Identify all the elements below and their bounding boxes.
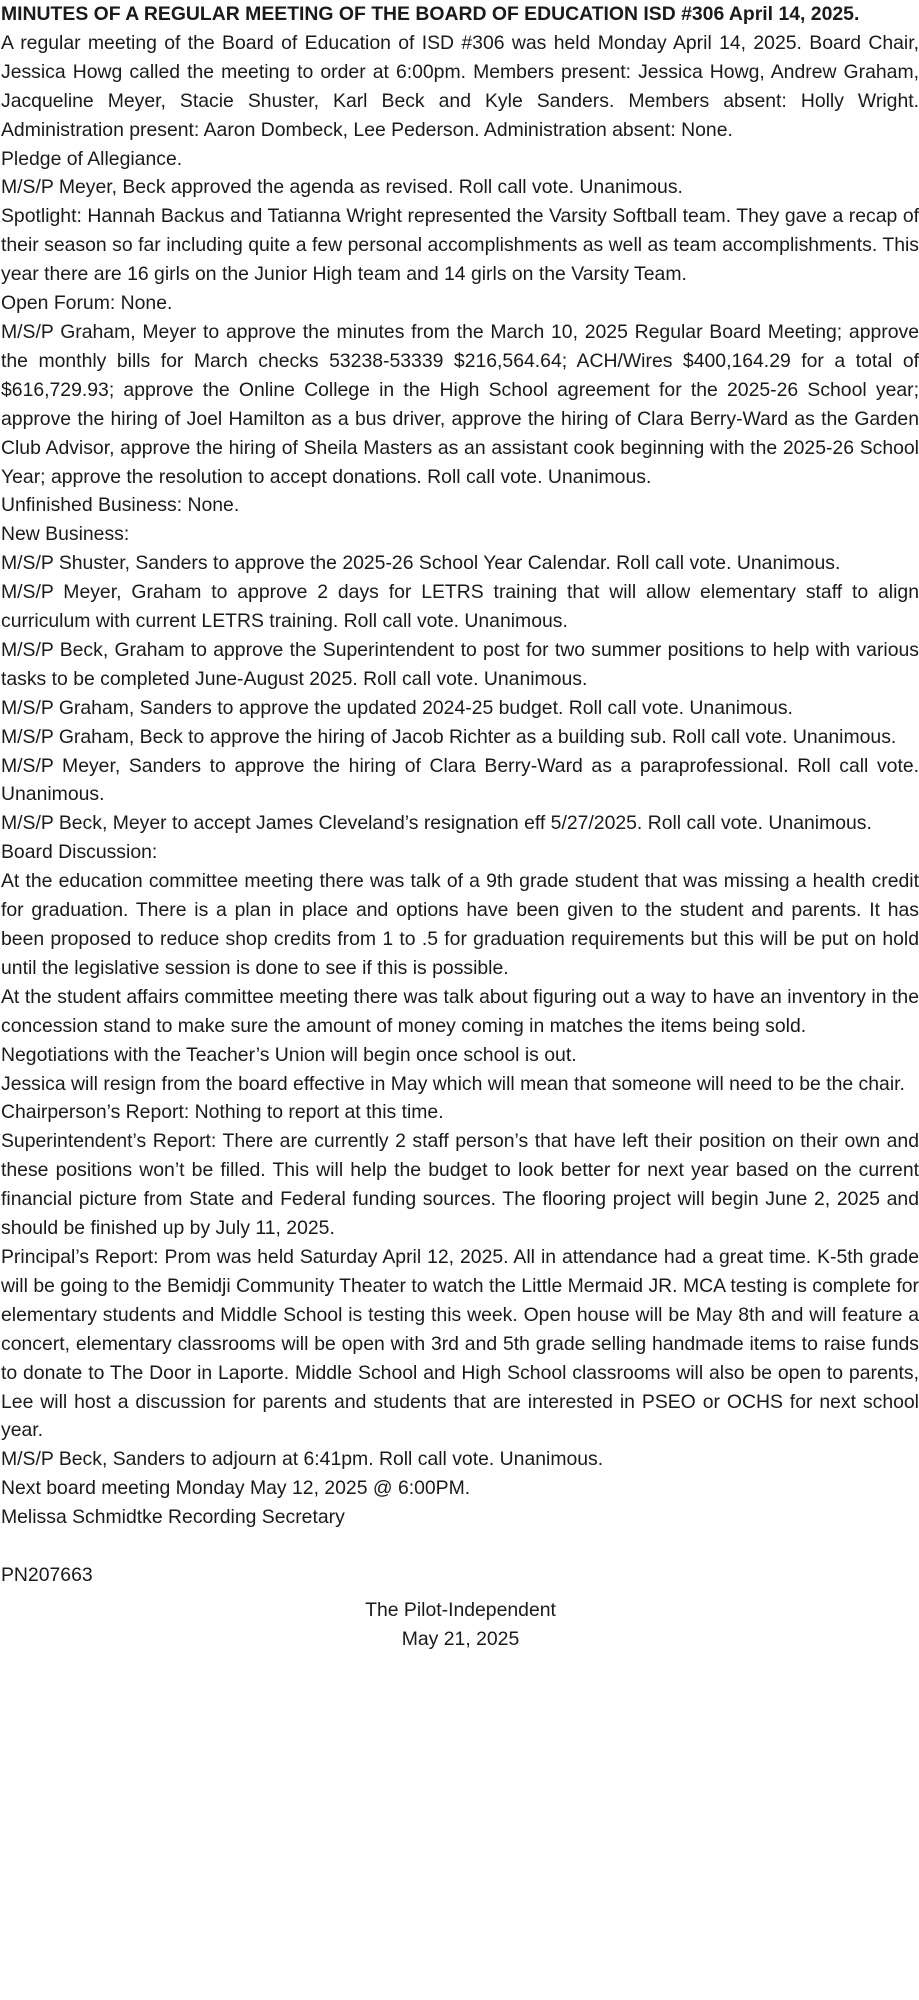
paragraph-education-committee: At the education committee meeting there was talk of a 9th grade student that was missing a health credit for graduation. There is a plan in place and options have been given to the student and parents. It has been proposed to reduce shop credits from 1 to .5 for graduation requirements but this will be put on hold until the legislative session is done to see if this is possible. xyxy=(1,870,919,979)
paragraph-recording-secretary: Melissa Schmidtke Recording Secretary xyxy=(1,1506,345,1529)
paragraph-chair-resignation: Jessica will resign from the board effective in May which will mean that someone will need to be the chair. xyxy=(1,1072,905,1095)
minutes-body xyxy=(1,29,919,1532)
publication-date: May 21, 2025 xyxy=(401,1627,520,1650)
paragraph-principal-report: Principal’s Report: Prom was held Saturday April 12, 2025. All in attendance had a great time. K-5th grade will be going to the Bemidji Community Theater to watch the Little Mermaid JR. MCA testing is complete for elementary students and Middle School is testing this week. Open house will be May 8th and will feature a concert, elementary classrooms will be open with 3rd and 5th grade selling handmade items to raise funds to donate to The Door in Laporte. Middle School and High School classrooms will also be open to parents, Lee will host a discussion for parents and students that are interested in PSEO or OCHS for next school year. xyxy=(1,1245,919,1442)
paragraph-calendar-motion: M/S/P Shuster, Sanders to approve the 2025-26 School Year Calendar. Roll call vote. Unanimous. xyxy=(1,552,841,575)
paragraph-letrs-motion: M/S/P Meyer, Graham to approve 2 days for LETRS training that will allow elementary staff to align curriculum with current LETRS training. Roll call vote. Unanimous. xyxy=(1,581,919,633)
notice-title: MINUTES OF A REGULAR MEETING OF THE BOARD OF EDUCATION ISD #306 April 14, 2025. xyxy=(1,3,860,25)
paragraph-open-forum: Open Forum: None. xyxy=(1,292,173,315)
paragraph-board-discussion-heading: Board Discussion: xyxy=(1,841,158,864)
paragraph-negotiations: Negotiations with the Teacher’s Union will begin once school is out. xyxy=(1,1043,577,1066)
paragraph-budget-motion: M/S/P Graham, Sanders to approve the updated 2024-25 budget. Roll call vote. Unanimous. xyxy=(1,696,793,719)
paragraph-new-business-heading: New Business: xyxy=(1,523,130,546)
spacer xyxy=(1,1532,919,1561)
paragraph-next-meeting: Next board meeting Monday May 12, 2025 @ 6:00PM. xyxy=(1,1477,471,1500)
paragraph-paraprofessional-motion: M/S/P Meyer, Sanders to approve the hiring of Clara Berry-Ward as a paraprofessional. Roll call vote. Unanimous. xyxy=(1,754,919,806)
paragraph-summer-positions-motion: M/S/P Beck, Graham to approve the Superintendent to post for two summer positions to help with various tasks to be completed June-August 2025. Roll call vote. Unanimous. xyxy=(1,638,919,690)
paragraph-unfinished-business: Unfinished Business: None. xyxy=(1,494,240,517)
paragraph-building-sub-motion: M/S/P Graham, Beck to approve the hiring of Jacob Richter as a building sub. Roll call vote. Unanimous. xyxy=(1,725,897,748)
publication-name: The Pilot-Independent xyxy=(365,1598,556,1621)
paragraph-spotlight: Spotlight: Hannah Backus and Tatianna Wright represented the Varsity Softball team. They gave a recap of their season so far including quite a few personal accomplishments as well as team accomplishments. This year there are 16 girls on the Junior High team and 14 girls on the Varsity Team. xyxy=(1,205,919,286)
paragraph-student-affairs-committee: At the student affairs committee meeting there was talk about figuring out a way to have an inventory in the concession stand to make sure the amount of money coming in matches the items being sold. xyxy=(1,985,919,1037)
paragraph-consent-motion: M/S/P Graham, Meyer to approve the minutes from the March 10, 2025 Regular Board Meeting; approve the monthly bills for March checks 53238-53339 $216,564.64; ACH/Wires $400,164.29 for a total of $616,729.93; approve the Online College in the High School agreement for the 2025-26 School year; approve the hiring of Joel Hamilton as a bus driver, approve the hiring of Clara Berry-Ward as the Garden Club Advisor, approve the hiring of Sheila Masters as an assistant cook beginning with the 2025-26 School Year; approve the resolution to accept donations. Roll call vote. Unanimous. xyxy=(1,320,919,488)
paragraph-pledge: Pledge of Allegiance. xyxy=(1,147,183,170)
paragraph-opening: A regular meeting of the Board of Education of ISD #306 was held Monday April 14, 2025. Board Chair, Jessica Howg called the meeting to order at 6:00pm. Members present: Jessica Howg, Andrew Graham, Jacqueline Meyer, Stacie Shuster, Karl Beck and Kyle Sanders. Members absent: Holly Wright. Administration present: Aaron Dombeck, Lee Pederson. Administration absent: None. xyxy=(1,31,919,141)
paragraph-resignation-motion: M/S/P Beck, Meyer to accept James Cleveland’s resignation eff 5/27/2025. Roll call vote. Unanimous. xyxy=(1,812,872,835)
paragraph-adjourn-motion: M/S/P Beck, Sanders to adjourn at 6:41pm. Roll call vote. Unanimous. xyxy=(1,1448,604,1471)
paragraph-chairperson-report: Chairperson’s Report: Nothing to report at this time. xyxy=(1,1101,444,1124)
notice-id: PN207663 xyxy=(1,1564,93,1587)
paragraph-superintendent-report: Superintendent’s Report: There are currently 2 staff person’s that have left their position on their own and these positions won’t be filled. This will help the budget to look better for next year based on the current financial picture from State and Federal funding sources. The flooring project will begin June 2, 2025 and should be finished up by July 11, 2025. xyxy=(1,1130,919,1240)
paragraph-agenda-motion: M/S/P Meyer, Beck approved the agenda as revised. Roll call vote. Unanimous. xyxy=(1,176,683,199)
